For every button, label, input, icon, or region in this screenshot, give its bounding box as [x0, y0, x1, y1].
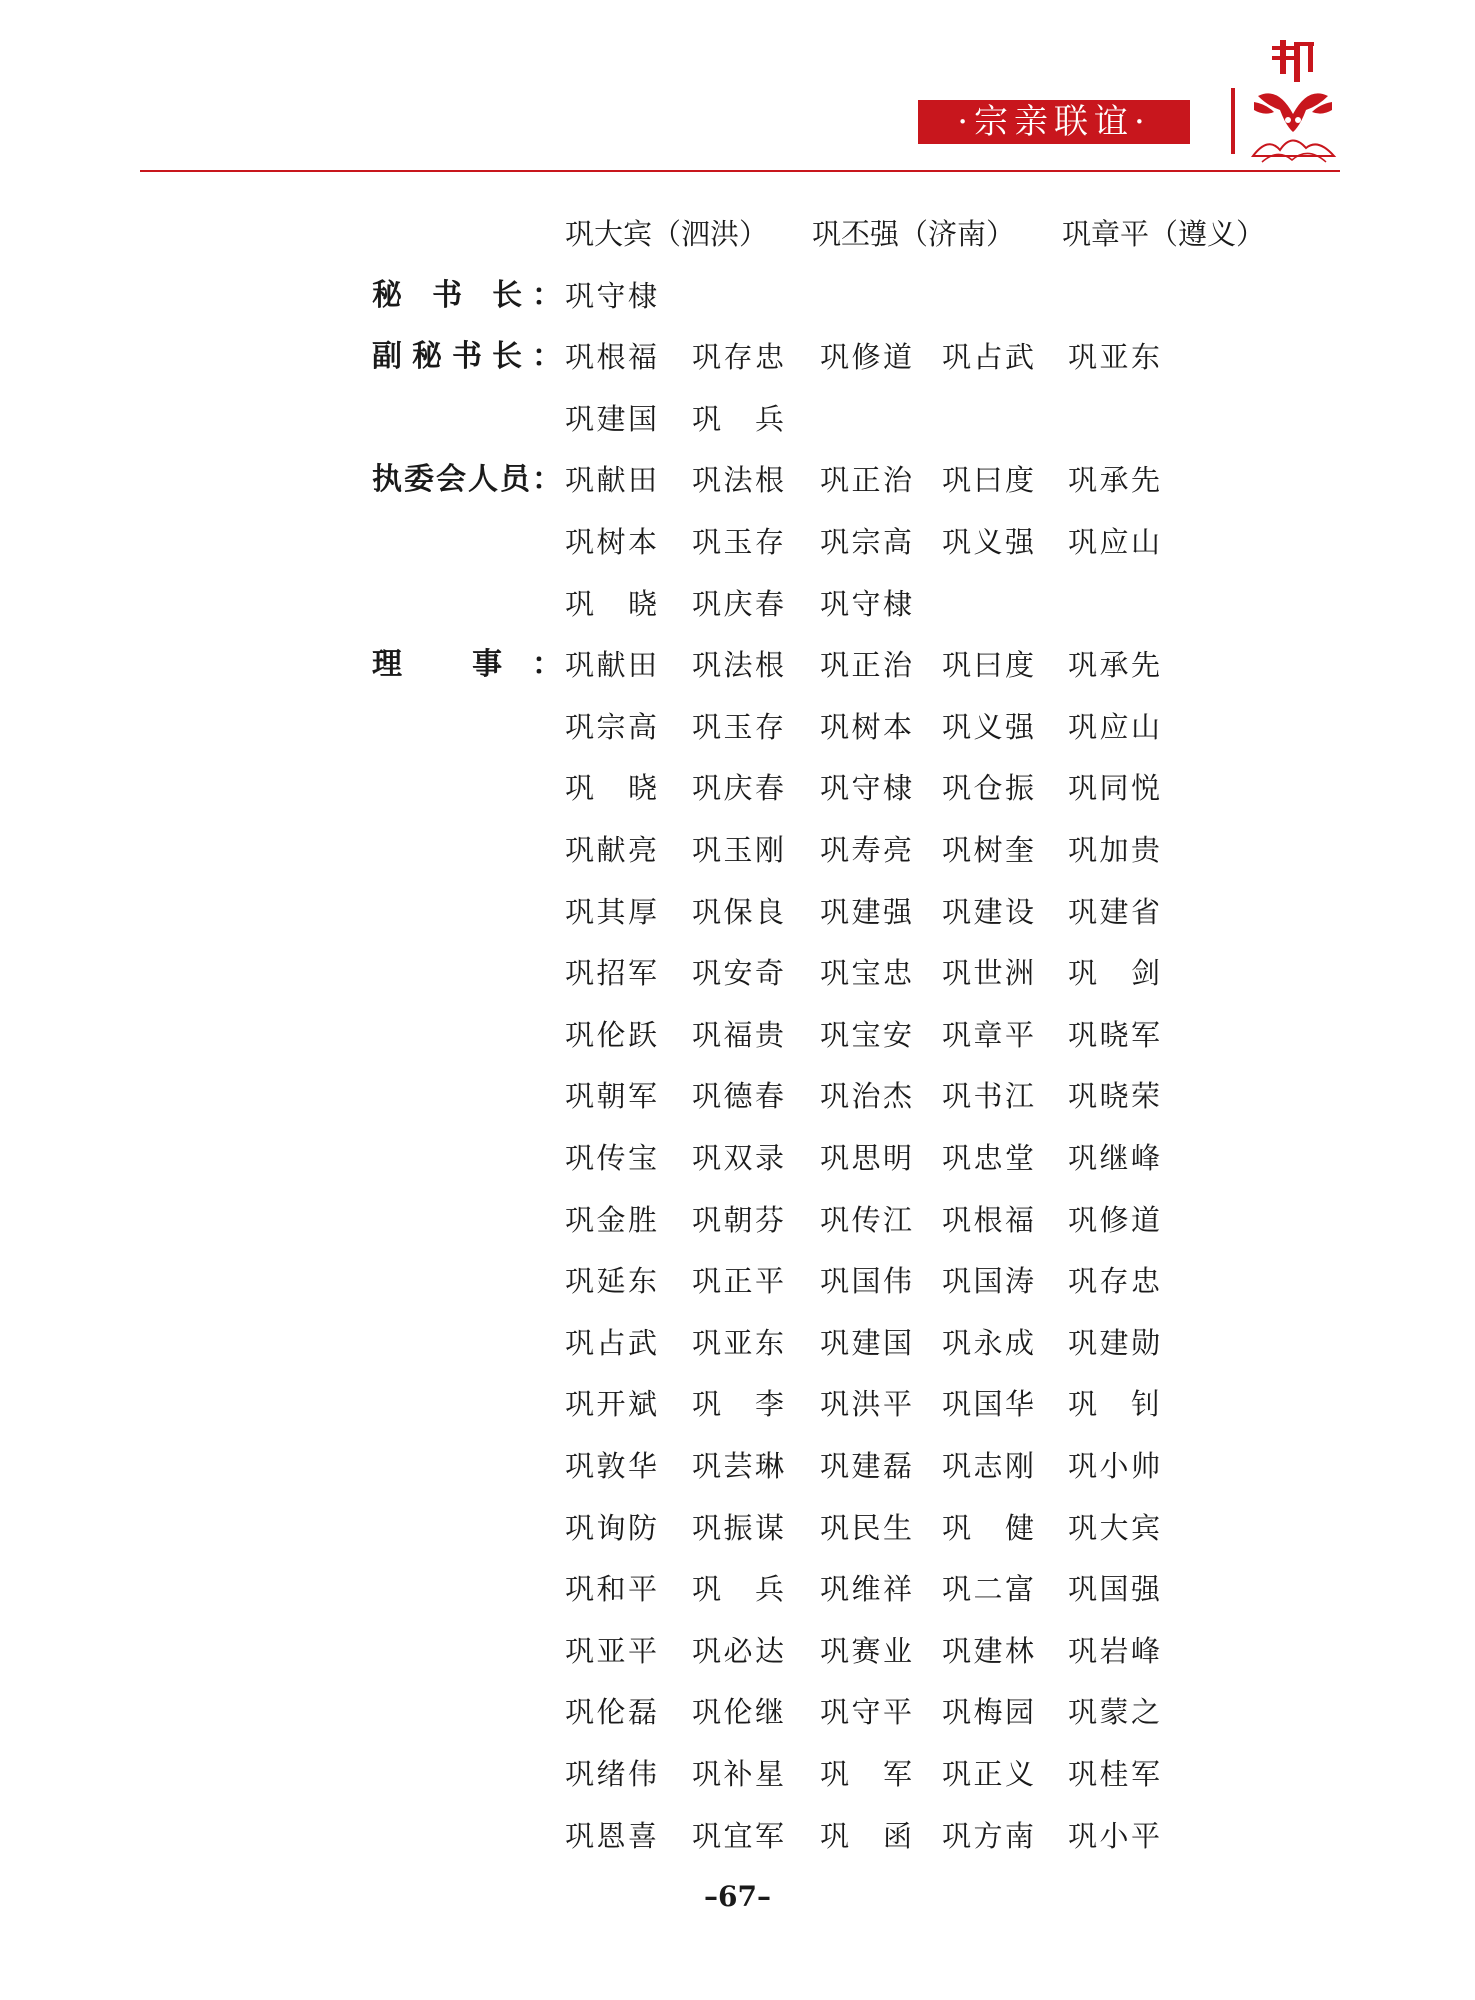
member-name: 巩宝安 — [820, 1017, 912, 1052]
member-name: 巩延东 — [565, 1264, 657, 1299]
member-name: 巩忠堂 — [942, 1141, 1034, 1175]
member-name: 巩伦继 — [692, 1695, 784, 1730]
member-name: 巩献田 — [565, 463, 657, 498]
member-name: 巩根福 — [565, 340, 657, 375]
member-name: 巩建国 — [565, 401, 657, 436]
member-name: 巩小平 — [1068, 1818, 1160, 1853]
member-name: 巩国涛 — [942, 1264, 1034, 1299]
section-label: 执委会人员： — [372, 462, 562, 498]
member-name: 巩晓荣 — [1068, 1079, 1160, 1114]
member-name: 巩朝芬 — [692, 1202, 784, 1237]
member-name: 巩 晓 — [565, 586, 657, 621]
member-name: 巩开斌 — [565, 1387, 657, 1422]
member-name: 巩树本 — [565, 525, 657, 559]
page-number: –67– — [704, 1880, 771, 1913]
member-name: 巩国伟 — [820, 1264, 912, 1299]
member-name: 巩补星 — [692, 1757, 784, 1791]
member-name: 巩亚东 — [1068, 340, 1160, 375]
member-name: 巩书江 — [942, 1079, 1034, 1114]
member-name: 巩曰度 — [942, 648, 1034, 683]
member-name: 巩占武 — [565, 1325, 657, 1360]
member-name: 巩宗高 — [820, 525, 912, 559]
member-name: 巩宗高 — [565, 709, 657, 744]
member-name: 巩世洲 — [942, 956, 1034, 991]
member-name: 巩志刚 — [942, 1449, 1034, 1483]
member-name: 巩献亮 — [565, 833, 657, 867]
member-name: 巩献田 — [565, 648, 657, 683]
member-name: 巩德春 — [692, 1079, 784, 1114]
member-name: 巩民生 — [820, 1510, 912, 1545]
member-name: 巩伦跃 — [565, 1017, 657, 1052]
member-name: 巩寿亮 — [820, 833, 912, 867]
member-name: 巩 健 — [942, 1510, 1034, 1545]
section-label: 副秘书长： — [372, 339, 562, 375]
member-name: 巩 李 — [692, 1387, 784, 1422]
member-name: 巩建省 — [1068, 894, 1160, 929]
member-name: 巩 剑 — [1068, 956, 1160, 991]
member-name: 巩建国 — [820, 1325, 912, 1360]
member-name: 巩玉刚 — [692, 833, 784, 867]
intro-name: 巩章平（遵义） — [1062, 217, 1266, 251]
member-name: 巩亚东 — [692, 1325, 784, 1360]
member-name: 巩 函 — [820, 1818, 912, 1853]
member-name: 巩福贵 — [692, 1017, 784, 1052]
member-name: 巩双录 — [692, 1141, 784, 1175]
member-name: 巩正治 — [820, 648, 912, 683]
member-name: 巩传宝 — [565, 1141, 657, 1175]
member-name: 巩玉存 — [692, 709, 784, 744]
member-name: 巩二富 — [942, 1572, 1034, 1607]
member-name: 巩应山 — [1068, 525, 1160, 559]
member-name: 巩继峰 — [1068, 1141, 1160, 1175]
member-name: 巩维祥 — [820, 1572, 912, 1607]
member-name: 巩大宾 — [1068, 1510, 1160, 1545]
member-name: 巩 军 — [820, 1757, 912, 1791]
member-name: 巩修道 — [1068, 1202, 1160, 1237]
member-name: 巩根福 — [942, 1202, 1034, 1237]
member-name: 巩桂军 — [1068, 1757, 1160, 1791]
member-name: 巩曰度 — [942, 463, 1034, 498]
member-name: 巩其厚 — [565, 894, 657, 929]
member-name: 巩章平 — [942, 1017, 1034, 1052]
member-name: 巩存忠 — [1068, 1264, 1160, 1299]
member-name: 巩建磊 — [820, 1449, 912, 1483]
member-name: 巩庆春 — [692, 586, 784, 621]
member-name: 巩 兵 — [692, 401, 784, 436]
member-name: 巩承先 — [1068, 463, 1160, 498]
member-name: 巩治杰 — [820, 1079, 912, 1114]
member-name: 巩 晓 — [565, 771, 657, 806]
member-name: 巩伦磊 — [565, 1695, 657, 1730]
member-name: 巩询防 — [565, 1510, 657, 1545]
clan-emblem-logo-icon — [1248, 36, 1338, 166]
member-name: 巩义强 — [942, 525, 1034, 559]
member-name: 巩方南 — [942, 1818, 1034, 1853]
member-name: 巩建强 — [820, 894, 912, 929]
member-name: 巩义强 — [942, 709, 1034, 744]
member-name: 巩庆春 — [692, 771, 784, 806]
member-name: 巩守棣 — [820, 771, 912, 806]
member-name: 巩 钊 — [1068, 1387, 1160, 1422]
header-rule — [140, 170, 1340, 172]
section-label: 理 事： — [372, 647, 562, 683]
member-name: 巩守棣 — [565, 278, 657, 313]
member-name: 巩 兵 — [692, 1572, 784, 1607]
member-name: 巩小帅 — [1068, 1449, 1160, 1483]
member-name: 巩修道 — [820, 340, 912, 375]
member-name: 巩存忠 — [692, 340, 784, 375]
member-name: 巩永成 — [942, 1325, 1034, 1360]
member-name: 巩绪伟 — [565, 1757, 657, 1791]
member-name: 巩建勋 — [1068, 1325, 1160, 1360]
member-name: 巩晓军 — [1068, 1017, 1160, 1052]
member-name: 巩占武 — [942, 340, 1034, 375]
member-name: 巩应山 — [1068, 709, 1160, 744]
member-name: 巩思明 — [820, 1141, 912, 1175]
member-name: 巩蒙之 — [1068, 1695, 1160, 1730]
member-name: 巩赛业 — [820, 1633, 912, 1668]
member-name: 巩树奎 — [942, 833, 1034, 867]
member-name: 巩正义 — [942, 1757, 1034, 1791]
member-name: 巩守棣 — [820, 586, 912, 621]
member-name: 巩同悦 — [1068, 771, 1160, 806]
member-name: 巩法根 — [692, 648, 784, 683]
intro-name: 巩大宾（泗洪） — [565, 217, 769, 251]
member-name: 巩必达 — [692, 1633, 784, 1668]
member-name: 巩岩峰 — [1068, 1633, 1160, 1668]
member-name: 巩玉存 — [692, 525, 784, 559]
member-name: 巩承先 — [1068, 648, 1160, 683]
member-name: 巩法根 — [692, 463, 784, 498]
member-name: 巩国华 — [942, 1387, 1034, 1422]
member-name: 巩树本 — [820, 709, 912, 744]
member-name: 巩敦华 — [565, 1449, 657, 1483]
intro-name: 巩丕强（济南） — [812, 217, 1016, 251]
member-name: 巩加贵 — [1068, 833, 1160, 867]
member-name: 巩仓振 — [942, 771, 1034, 806]
member-name: 巩保良 — [692, 894, 784, 929]
member-name: 巩国强 — [1068, 1572, 1160, 1607]
section-label: 秘 书 长： — [372, 277, 562, 313]
member-name: 巩宜军 — [692, 1818, 784, 1853]
member-name: 巩传江 — [820, 1202, 912, 1237]
member-name: 巩建林 — [942, 1633, 1034, 1668]
member-name: 巩亚平 — [565, 1633, 657, 1668]
member-name: 巩招军 — [565, 956, 657, 991]
member-name: 巩恩喜 — [565, 1818, 657, 1853]
section-title-banner: ·宗亲联谊· — [918, 100, 1190, 144]
member-name: 巩朝军 — [565, 1079, 657, 1114]
member-name: 巩梅园 — [942, 1695, 1034, 1730]
member-name: 巩金胜 — [565, 1202, 657, 1237]
member-name: 巩振谋 — [692, 1510, 784, 1545]
member-name: 巩宝忠 — [820, 956, 912, 991]
member-name: 巩和平 — [565, 1572, 657, 1607]
member-name: 巩洪平 — [820, 1387, 912, 1422]
member-name: 巩正治 — [820, 463, 912, 498]
header-divider — [1231, 88, 1235, 154]
member-name: 巩芸琳 — [692, 1449, 784, 1483]
member-name: 巩安奇 — [692, 956, 784, 991]
member-name: 巩建设 — [942, 894, 1034, 929]
member-name: 巩守平 — [820, 1695, 912, 1730]
member-name: 巩正平 — [692, 1264, 784, 1299]
